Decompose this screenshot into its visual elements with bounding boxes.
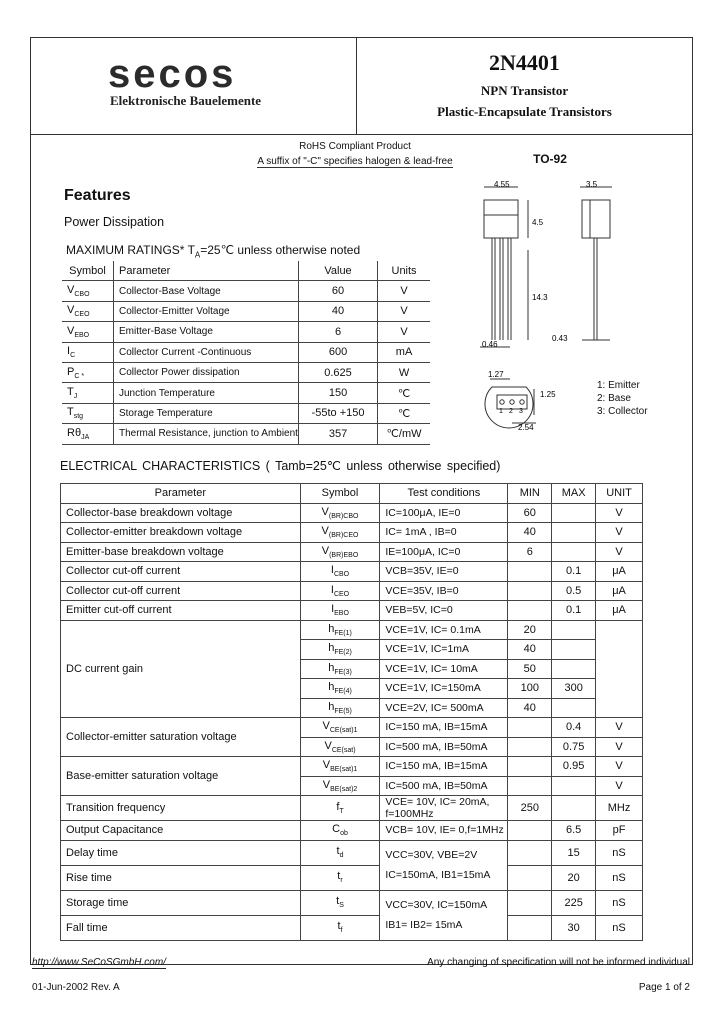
symbol-sub: (BR)CBO bbox=[328, 512, 359, 520]
electrical-header-cell: Test conditions bbox=[380, 484, 508, 504]
min-cell bbox=[508, 890, 552, 915]
unit-cell: V bbox=[596, 523, 643, 543]
symbol-sub: CE(sat) bbox=[331, 746, 356, 754]
min-cell: 60 bbox=[508, 503, 552, 523]
min-cell: 100 bbox=[508, 679, 552, 699]
max-cell: 20 bbox=[552, 865, 596, 890]
symbol-main: t bbox=[336, 845, 340, 858]
symbol-sub: FE(2) bbox=[334, 649, 352, 657]
part-number: 2N4401 bbox=[489, 50, 560, 75]
parameter-cell: DC current gain bbox=[61, 620, 301, 718]
symbol-cell bbox=[62, 301, 113, 321]
unit-cell: mA bbox=[378, 342, 430, 362]
test-condition-cell: VCE=1V, IC= 10mA bbox=[380, 659, 508, 679]
company-tagline: Elektronische Bauelemente bbox=[110, 93, 262, 108]
symbol-main: I bbox=[330, 583, 334, 596]
unit-cell: V bbox=[596, 757, 643, 777]
symbol-main: t bbox=[336, 895, 340, 908]
min-cell: 50 bbox=[508, 659, 552, 679]
table-row bbox=[61, 581, 643, 601]
unit-cell bbox=[596, 620, 643, 718]
table-row bbox=[62, 403, 430, 423]
table-row bbox=[61, 718, 643, 738]
parameter-cell: Storage Temperature bbox=[113, 403, 298, 423]
electrical-table bbox=[60, 483, 643, 941]
symbol-cell bbox=[300, 698, 380, 718]
value-cell: 6 bbox=[298, 322, 377, 342]
min-cell: 40 bbox=[508, 640, 552, 660]
parameter-cell: Output Capacitance bbox=[61, 821, 301, 841]
symbol-cell bbox=[62, 342, 113, 362]
parameter-cell: Collector-Emitter Voltage bbox=[113, 301, 298, 321]
symbol-main: h bbox=[328, 700, 335, 713]
max-cell bbox=[552, 503, 596, 523]
dim-d4: 14.3 bbox=[532, 293, 548, 302]
symbol-cell bbox=[300, 679, 380, 699]
max-cell: 0.4 bbox=[552, 718, 596, 738]
dim-d1: 4.55 bbox=[494, 180, 510, 189]
unit-cell: μA bbox=[596, 601, 643, 621]
max-ratings-header-cell: Parameter bbox=[113, 261, 298, 281]
parameter-cell: Storage time bbox=[61, 890, 301, 915]
symbol-sub: CBO bbox=[333, 571, 350, 579]
parameter-cell: Emitter-base breakdown voltage bbox=[61, 542, 301, 562]
parameter-cell: Collector Current -Continuous bbox=[113, 342, 298, 362]
symbol-sub: f bbox=[340, 927, 343, 935]
test-condition-line: VCC=30V, VBE=2V bbox=[385, 849, 478, 861]
symbol-main: V bbox=[67, 304, 75, 317]
table-row bbox=[62, 322, 430, 342]
symbol-main: V bbox=[321, 544, 330, 557]
test-condition-cell: IC= 1mA , IB=0 bbox=[380, 523, 508, 543]
min-cell: 40 bbox=[508, 523, 552, 543]
table-row bbox=[62, 342, 430, 362]
value-cell: 60 bbox=[298, 281, 377, 301]
symbol-sub: BE(sat)1 bbox=[330, 766, 358, 774]
max-cell bbox=[552, 640, 596, 660]
min-cell: 250 bbox=[508, 796, 552, 821]
symbol-cell bbox=[62, 383, 113, 403]
test-condition-cell: VCB= 10V, IE= 0,f=1MHz bbox=[380, 821, 508, 841]
company-logo: secos bbox=[108, 52, 237, 96]
parameter-cell: Delay time bbox=[61, 840, 301, 865]
symbol-sub: r bbox=[340, 877, 343, 885]
max-ratings-table bbox=[62, 261, 430, 445]
pin2-label: 2: Base bbox=[597, 393, 631, 404]
unit-cell: μA bbox=[596, 581, 643, 601]
symbol-cell bbox=[300, 562, 380, 582]
table-row bbox=[62, 383, 430, 403]
dim-d3: 4.5 bbox=[532, 218, 544, 227]
table-row bbox=[61, 757, 643, 777]
symbol-cell bbox=[62, 362, 113, 382]
symbol-sub: FE(5) bbox=[334, 707, 352, 715]
max-cell: 0.95 bbox=[552, 757, 596, 777]
symbol-sub: J bbox=[73, 393, 78, 401]
unit-cell: V bbox=[596, 503, 643, 523]
symbol-sub: CBO bbox=[74, 291, 90, 299]
table-row bbox=[62, 424, 430, 444]
symbol-main: t bbox=[337, 920, 341, 933]
dim-d7: 1.27 bbox=[488, 370, 504, 379]
device-description: Plastic-Encapsulate Transistors bbox=[437, 104, 612, 119]
symbol-cell bbox=[300, 601, 380, 621]
electrical-title: ELECTRICAL CHARACTERISTICS ( Tamb=25℃ unless otherwise specified) bbox=[60, 459, 501, 473]
test-condition-cell: VCE=35V, IB=0 bbox=[380, 581, 508, 601]
parameter-cell: Emitter-Base Voltage bbox=[113, 322, 298, 342]
symbol-sub: T bbox=[339, 808, 344, 816]
min-cell bbox=[508, 821, 552, 841]
package-name: TO-92 bbox=[533, 152, 567, 166]
parameter-cell: Collector-Base Voltage bbox=[113, 281, 298, 301]
unit-cell: nS bbox=[596, 890, 643, 915]
table-row bbox=[61, 620, 643, 640]
test-condition-cell: IC=150 mA, IB=15mA bbox=[380, 718, 508, 738]
device-type: NPN Transistor bbox=[480, 83, 569, 98]
max-cell: 0.1 bbox=[552, 601, 596, 621]
electrical-header bbox=[61, 484, 643, 504]
symbol-main: h bbox=[328, 622, 335, 635]
test-condition-cell: IC=100μA, IE=0 bbox=[380, 503, 508, 523]
symbol-cell bbox=[300, 523, 380, 543]
min-cell bbox=[508, 601, 552, 621]
symbol-cell bbox=[300, 640, 380, 660]
unit-cell: V bbox=[378, 301, 430, 321]
symbol-main: t bbox=[337, 870, 341, 883]
symbol-cell bbox=[300, 890, 380, 915]
max-cell bbox=[552, 620, 596, 640]
symbol-main: V bbox=[322, 778, 331, 791]
table-row bbox=[62, 301, 430, 321]
parameter-cell: Rise time bbox=[61, 865, 301, 890]
max-ratings-title: MAXIMUM RATINGS* $T_A=25℃$ unless otherwise noted bbox=[66, 243, 361, 260]
symbol-cell bbox=[300, 503, 380, 523]
dim-d6: 0.43 bbox=[552, 334, 568, 343]
parameter-cell: Collector cut-off current bbox=[61, 581, 301, 601]
parameter-cell: Collector-base breakdown voltage bbox=[61, 503, 301, 523]
test-condition-line: VCE= 10V, IC= 20mA, bbox=[385, 796, 490, 808]
parameter-cell: Base-emitter saturation voltage bbox=[61, 757, 301, 796]
symbol-main: I bbox=[331, 603, 335, 616]
test-condition-cell: IE=100μA, IC=0 bbox=[380, 542, 508, 562]
symbol-cell bbox=[62, 403, 113, 423]
symbol-main: I bbox=[67, 345, 71, 358]
symbol-cell bbox=[300, 821, 380, 841]
header-divider bbox=[30, 134, 693, 135]
pin1-label: 1: Emitter bbox=[597, 380, 640, 391]
min-cell bbox=[508, 840, 552, 865]
value-cell: 40 bbox=[298, 301, 377, 321]
dim-d2: 3.5 bbox=[586, 180, 598, 189]
min-cell: 20 bbox=[508, 620, 552, 640]
symbol-main: T bbox=[67, 406, 74, 419]
symbol-sub: C bbox=[70, 352, 76, 360]
symbol-sub: FE(3) bbox=[334, 668, 352, 676]
unit-cell: nS bbox=[596, 865, 643, 890]
symbol-sub: JA bbox=[81, 433, 90, 441]
symbol-main: V bbox=[324, 739, 332, 752]
test-condition-cell bbox=[380, 840, 508, 890]
package-drawing bbox=[470, 175, 690, 440]
symbol-cell bbox=[300, 796, 380, 821]
min-cell bbox=[508, 865, 552, 890]
parameter-cell: Junction Temperature bbox=[113, 383, 298, 403]
symbol-cell bbox=[300, 542, 380, 562]
table-row bbox=[61, 523, 643, 543]
max-cell bbox=[552, 542, 596, 562]
symbol-sub: (BR)CEO bbox=[328, 532, 359, 540]
test-condition-line: VCC=30V, IC=150mA bbox=[385, 899, 488, 911]
symbol-main: Rθ bbox=[67, 426, 82, 439]
body-front-outline bbox=[484, 200, 518, 238]
max-cell: 6.5 bbox=[552, 821, 596, 841]
symbol-main: f bbox=[336, 800, 340, 813]
max-ratings-header bbox=[62, 261, 430, 281]
symbol-main: C bbox=[332, 823, 341, 836]
symbol-cell bbox=[62, 322, 113, 342]
max-cell: 0.5 bbox=[552, 581, 596, 601]
unit-cell: MHz bbox=[596, 796, 643, 821]
body-side-outline bbox=[582, 200, 610, 238]
test-condition-cell: VCE=2V, IC= 500mA bbox=[380, 698, 508, 718]
max-cell: 0.1 bbox=[552, 562, 596, 582]
parameter-cell: Fall time bbox=[61, 915, 301, 940]
max-cell bbox=[552, 698, 596, 718]
footer-note: Any changing of specification will not be informed individual bbox=[427, 957, 690, 968]
pin3-label: 3: Collector bbox=[597, 406, 648, 417]
symbol-cell bbox=[62, 424, 113, 444]
symbol-cell bbox=[62, 281, 113, 301]
symbol-main: V bbox=[67, 283, 75, 296]
electrical-header-cell: MIN bbox=[508, 484, 552, 504]
parameter-cell: Collector-emitter saturation voltage bbox=[61, 718, 301, 757]
max-cell bbox=[552, 776, 596, 796]
symbol-main: V bbox=[321, 505, 329, 518]
footer-url[interactable]: http://www.SeCoSGmbH.com/ bbox=[32, 957, 166, 968]
unit-cell: ℃ bbox=[378, 403, 430, 423]
max-ratings-header-cell: Symbol bbox=[62, 261, 113, 281]
symbol-sub: CEO bbox=[333, 590, 350, 598]
table-row bbox=[61, 503, 643, 523]
max-ratings-header-cell: Value bbox=[298, 261, 377, 281]
test-condition-cell bbox=[380, 890, 508, 940]
rohs-line: RoHS Compliant Product bbox=[299, 141, 411, 152]
table-row bbox=[61, 865, 643, 890]
parameter-cell: Thermal Resistance, junction to Ambient bbox=[113, 424, 298, 444]
symbol-main: T bbox=[67, 385, 74, 398]
symbol-cell bbox=[300, 865, 380, 890]
unit-cell: V bbox=[596, 542, 643, 562]
table-row bbox=[61, 601, 643, 621]
max-cell: 225 bbox=[552, 890, 596, 915]
electrical-header-cell: MAX bbox=[552, 484, 596, 504]
symbol-main: h bbox=[328, 661, 335, 674]
test-condition-cell: VCE=1V, IC=150mA bbox=[380, 679, 508, 699]
symbol-main: I bbox=[330, 564, 334, 577]
min-cell bbox=[508, 562, 552, 582]
dim-d5: 0.46 bbox=[482, 340, 498, 349]
table-row bbox=[61, 542, 643, 562]
symbol-sub: S bbox=[339, 902, 344, 910]
min-cell bbox=[508, 581, 552, 601]
value-cell: 600 bbox=[298, 342, 377, 362]
symbol-main: h bbox=[328, 681, 335, 694]
test-condition-cell: VCE=1V, IC= 0.1mA bbox=[380, 620, 508, 640]
min-cell bbox=[508, 737, 552, 757]
symbol-cell bbox=[300, 915, 380, 940]
table-row bbox=[62, 362, 430, 382]
pin-number-2: 2 bbox=[509, 408, 513, 415]
unit-cell: W bbox=[378, 362, 430, 382]
test-condition-cell: VCE=1V, IC=1mA bbox=[380, 640, 508, 660]
max-cell bbox=[552, 796, 596, 821]
pin-number-1: 1 bbox=[499, 408, 503, 415]
symbol-cell bbox=[300, 718, 380, 738]
parameter-cell: Collector Power dissipation bbox=[113, 362, 298, 382]
max-cell: 0.75 bbox=[552, 737, 596, 757]
dim-d9: 2.54 bbox=[518, 423, 534, 432]
symbol-main: V bbox=[322, 759, 331, 772]
test-condition-cell: IC=150 mA, IB=15mA bbox=[380, 757, 508, 777]
max-ratings-header-cell: Units bbox=[378, 261, 430, 281]
value-cell: -55to +150 bbox=[298, 403, 377, 423]
unit-cell: V bbox=[378, 281, 430, 301]
footer-date: 01-Jun-2002 Rev. A bbox=[32, 982, 120, 993]
max-cell: 15 bbox=[552, 840, 596, 865]
test-condition-cell bbox=[380, 796, 508, 821]
table-row bbox=[61, 915, 643, 940]
parameter-cell: Emitter cut-off current bbox=[61, 601, 301, 621]
min-cell bbox=[508, 757, 552, 777]
test-condition-line: IB1= IB2= 15mA bbox=[385, 919, 463, 931]
symbol-sub: stg bbox=[73, 413, 84, 421]
parameter-cell: Collector cut-off current bbox=[61, 562, 301, 582]
test-condition-line: f=100MHz bbox=[385, 808, 434, 820]
table-row bbox=[61, 821, 643, 841]
value-cell: 357 bbox=[298, 424, 377, 444]
symbol-sub: (BR)EBO bbox=[329, 551, 359, 559]
test-condition-cell: VCB=35V, IE=0 bbox=[380, 562, 508, 582]
symbol-sub: FE(4) bbox=[334, 688, 352, 696]
symbol-cell bbox=[300, 581, 380, 601]
footer-page: Page 1 of 2 bbox=[638, 982, 690, 993]
halogen-note: A suffix of "-C" specifies halogen & lead-free bbox=[257, 156, 453, 167]
unit-cell: V bbox=[596, 718, 643, 738]
pin-number-3: 3 bbox=[519, 408, 523, 415]
symbol-cell bbox=[300, 620, 380, 640]
table-row bbox=[61, 562, 643, 582]
unit-cell: V bbox=[378, 322, 430, 342]
symbol-sub: C * bbox=[74, 372, 85, 380]
symbol-main: P bbox=[67, 365, 75, 378]
dim-d8: 1.25 bbox=[540, 390, 556, 399]
symbol-sub: CE(sat)1 bbox=[329, 727, 358, 735]
symbol-cell bbox=[300, 757, 380, 777]
table-row bbox=[62, 281, 430, 301]
unit-cell: nS bbox=[596, 915, 643, 940]
unit-cell: ℃/mW bbox=[378, 424, 430, 444]
min-cell: 6 bbox=[508, 542, 552, 562]
max-cell bbox=[552, 659, 596, 679]
symbol-sub: BE(sat)2 bbox=[330, 785, 358, 793]
symbol-sub: EBO bbox=[74, 331, 90, 339]
electrical-header-cell: UNIT bbox=[596, 484, 643, 504]
electrical-header-cell: Symbol bbox=[300, 484, 380, 504]
symbol-sub: d bbox=[339, 852, 344, 860]
symbol-sub: FE(1) bbox=[334, 629, 352, 637]
min-cell bbox=[508, 915, 552, 940]
test-condition-cell: VEB=5V, IC=0 bbox=[380, 601, 508, 621]
table-row bbox=[61, 840, 643, 865]
unit-cell: pF bbox=[596, 821, 643, 841]
test-condition-cell: IC=500 mA, IB=50mA bbox=[380, 776, 508, 796]
max-cell: 300 bbox=[552, 679, 596, 699]
value-cell: 150 bbox=[298, 383, 377, 403]
symbol-cell bbox=[300, 659, 380, 679]
min-cell: 40 bbox=[508, 698, 552, 718]
symbol-cell bbox=[300, 737, 380, 757]
features-power: Power Dissipation bbox=[64, 215, 165, 229]
unit-cell: V bbox=[596, 737, 643, 757]
symbol-main: V bbox=[321, 525, 329, 538]
unit-cell: V bbox=[596, 776, 643, 796]
symbol-main: V bbox=[67, 324, 75, 337]
unit-cell: nS bbox=[596, 840, 643, 865]
symbol-sub: EBO bbox=[334, 610, 349, 618]
symbol-main: h bbox=[328, 642, 335, 655]
symbol-sub: CEO bbox=[74, 311, 90, 319]
features-title: Features bbox=[64, 187, 131, 204]
symbol-cell bbox=[300, 840, 380, 865]
symbol-main: V bbox=[322, 720, 330, 733]
test-condition-line: IC=150mA, IB1=15mA bbox=[385, 869, 491, 881]
unit-cell: μA bbox=[596, 562, 643, 582]
symbol-cell bbox=[300, 776, 380, 796]
parameter-cell: Collector-emitter breakdown voltage bbox=[61, 523, 301, 543]
table-row bbox=[61, 890, 643, 915]
electrical-header-cell: Parameter bbox=[61, 484, 301, 504]
unit-cell: ℃ bbox=[378, 383, 430, 403]
value-cell: 0.625 bbox=[298, 362, 377, 382]
max-cell bbox=[552, 523, 596, 543]
min-cell bbox=[508, 718, 552, 738]
test-condition-cell: IC=500 mA, IB=50mA bbox=[380, 737, 508, 757]
parameter-cell: Transition frequency bbox=[61, 796, 301, 821]
symbol-sub: ob bbox=[340, 830, 348, 838]
min-cell bbox=[508, 776, 552, 796]
max-cell: 30 bbox=[552, 915, 596, 940]
